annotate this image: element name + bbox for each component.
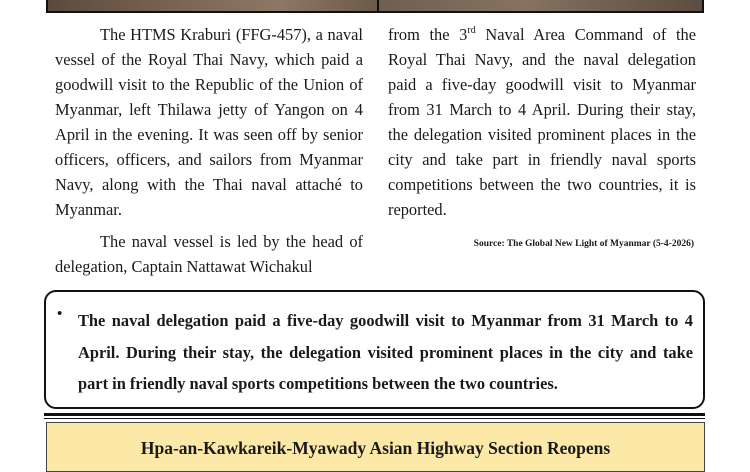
ordinal-suffix: rd	[467, 25, 476, 36]
section-divider-thick	[44, 413, 705, 416]
next-article-headline: Hpa-an-Kawkareik-Myawady Asian Highway Section Reopens	[140, 438, 611, 458]
article-column-right	[388, 22, 696, 257]
article-source: Source: The Global New Light of Myanmar (5-4-2026)	[473, 239, 694, 249]
highlight-text: The naval delegation paid a five-day goodwill visit to Myanmar from 31 March to 4 April. During their stay, the delegation visited prominent places in the city and take part in friendly naval sports competitions between the two countries.	[78, 311, 693, 393]
article-paragraph-1: The HTMS Kraburi (FFG-457), a naval vessel of the Royal Thai Navy, which paid a goodwill visit to the Republic of the Union of Myanmar, left Thilawa jetty of Yangon on 4 April in the evening. It was seen off by senior officers, officers, and sailors from Myanmar Navy, along with the Thai naval attaché to Myanmar.	[55, 25, 363, 219]
highlight-box	[44, 290, 705, 409]
photo-left	[48, 0, 379, 11]
continued-text-rest: Naval Area Command of the Royal Thai Navy, and the naval delegation paid a five-day goodwill visit to Myanmar from 31 March to 4 April. During their stay, the delegation visited prominent places in the city and take part in friendly naval sports competitions between the two countries, it is reported.	[388, 25, 696, 219]
article-paragraph-2: The naval vessel is led by the head of delegation, Captain Nattawat Wichakul	[55, 232, 363, 276]
article-column-left	[55, 22, 363, 279]
article-photo-strip	[46, 0, 704, 13]
next-article-header	[46, 422, 705, 472]
section-divider-thin	[44, 418, 705, 419]
bullet-icon: •	[57, 306, 63, 322]
photo-right	[379, 0, 702, 11]
continued-text-start: from the 3	[388, 25, 468, 44]
article-paragraph-2-continued	[388, 22, 696, 222]
